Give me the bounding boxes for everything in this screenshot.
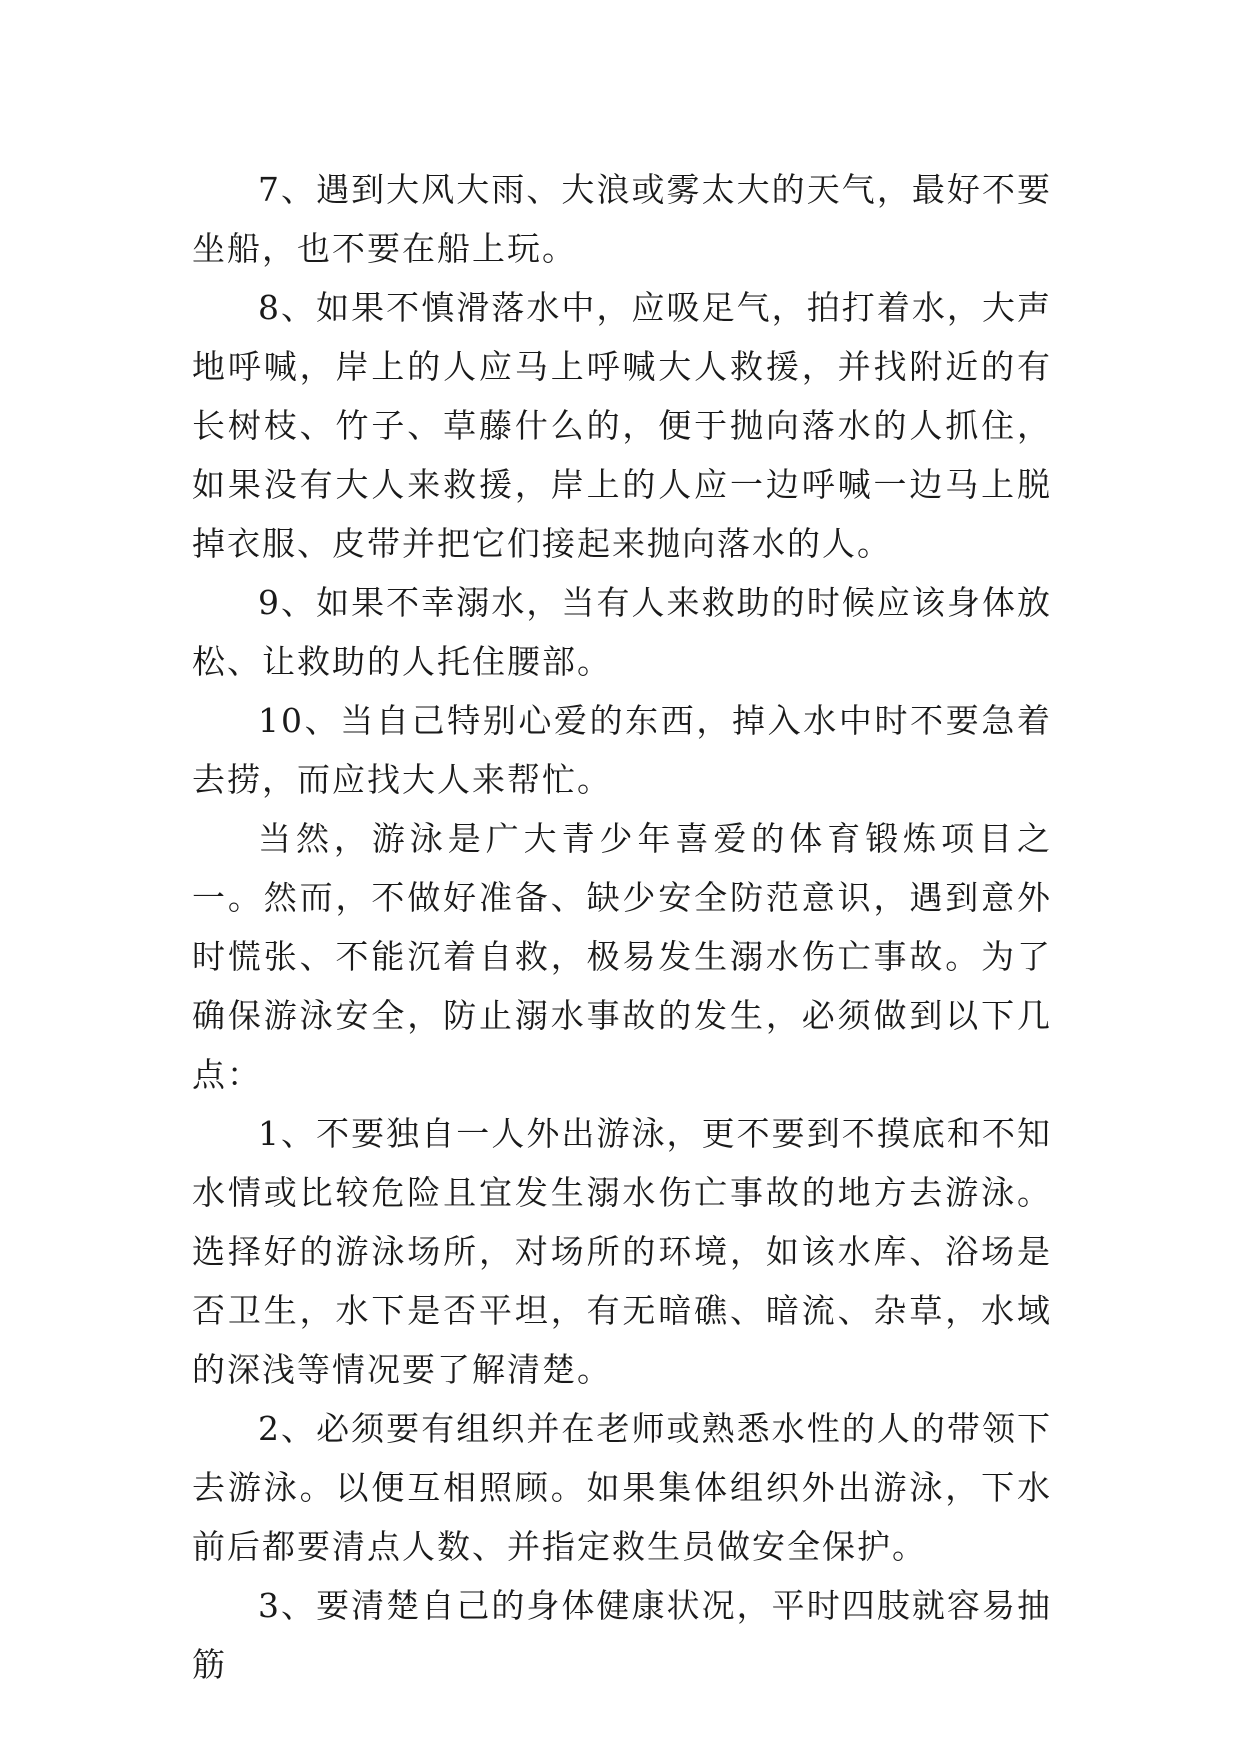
paragraph-swimming-intro: 当然，游泳是广大青少年喜爱的体育锻炼项目之一。然而，不做好准备、缺少安全防范意识，遇到意外时慌张、不能沉着自救，极易发生溺水伤亡事故。为了确保游泳安全，防止溺水事故的发生，必须做到以下几点： xyxy=(192,819,1052,1094)
paragraph-rule-1: 1、不要独自一人外出游泳，更不要到不摸底和不知水情或比较危险且宜发生溺水伤亡事故的地方去游泳。选择好的游泳场所，对场所的环境，如该水库、浴场是否卫生，水下是否平坦，有无暗礁、暗流、杂草，水域的深浅等情况要了解清楚。 xyxy=(192,1114,1052,1389)
document-body xyxy=(192,160,1052,1694)
paragraph-item-7: 7、遇到大风大雨、大浪或雾太大的天气，最好不要坐船，也不要在船上玩。 xyxy=(192,170,1052,268)
paragraph-rule-3: 3、要清楚自己的身体健康状况，平时四肢就容易抽筋 xyxy=(192,1586,1052,1684)
paragraph-item-8: 8、如果不慎滑落水中，应吸足气，拍打着水，大声地呼喊，岸上的人应马上呼喊大人救援，并找附近的有长树枝、竹子、草藤什么的，便于抛向落水的人抓住，如果没有大人来救援，岸上的人应一边呼喊一边马上脱掉衣服、皮带并把它们接起来抛向落水的人。 xyxy=(192,288,1052,563)
paragraph-item-10: 10、当自己特别心爱的东西，掉入水中时不要急着去捞，而应找大人来帮忙。 xyxy=(192,701,1052,799)
paragraph-rule-2: 2、必须要有组织并在老师或熟悉水性的人的带领下去游泳。以便互相照顾。如果集体组织外出游泳，下水前后都要清点人数、并指定救生员做安全保护。 xyxy=(192,1409,1052,1566)
paragraph-item-9: 9、如果不幸溺水，当有人来救助的时候应该身体放松、让救助的人托住腰部。 xyxy=(192,583,1052,681)
